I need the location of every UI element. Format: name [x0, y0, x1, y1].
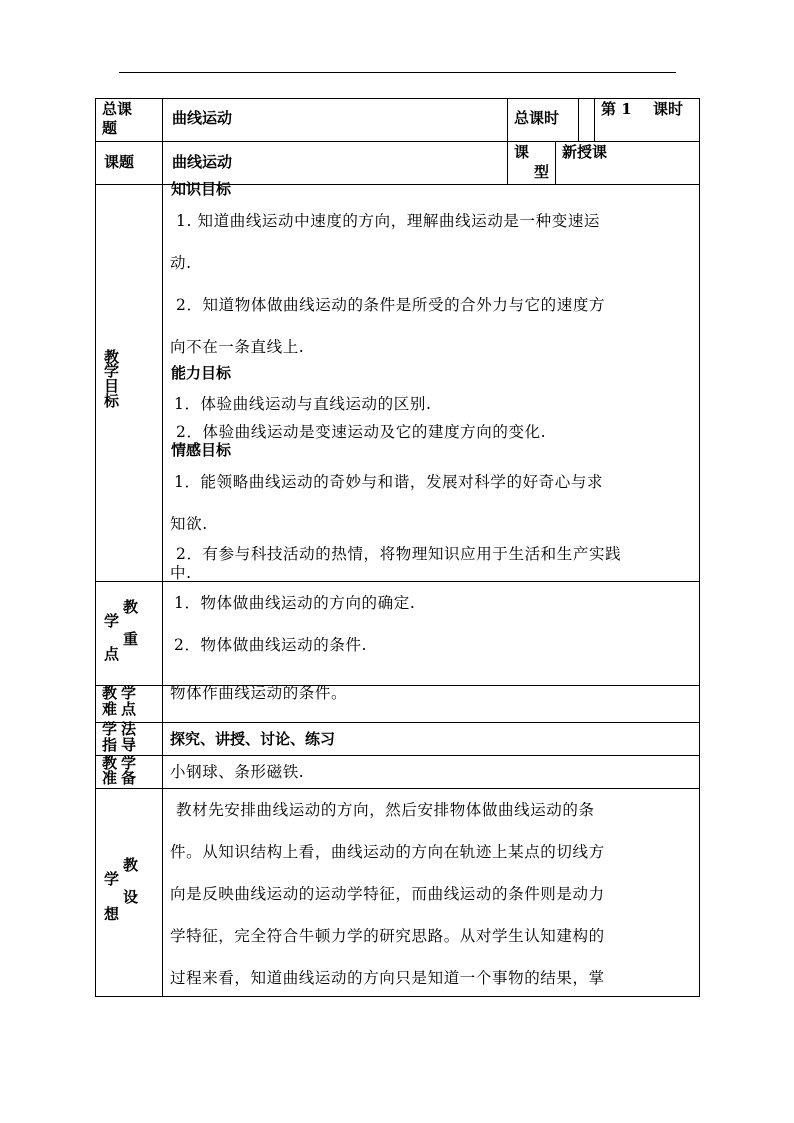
- knowledge-heading: 知识目标: [171, 180, 232, 198]
- lesson-unit: 课时: [653, 100, 684, 118]
- emotion-goal-1-line1: 1．能领略曲线运动的奇妙与和谐，发展对科学的好奇心与求: [174, 473, 604, 491]
- type-label-1: 课: [514, 143, 530, 161]
- cell-divider: [507, 141, 508, 185]
- cell-divider: [594, 98, 595, 142]
- lesson-number: 第 1: [601, 100, 632, 118]
- label-column-divider: [162, 98, 163, 997]
- emotion-goal-2-line2: 中.: [170, 564, 192, 582]
- topic-label-line1: 总课: [102, 100, 133, 118]
- key-point-1: 1．物体做曲线运动的方向的确定.: [174, 594, 416, 612]
- design-line-5: 过程来看，知道曲线运动的方向只是知道一个事物的结果，掌: [170, 969, 605, 987]
- row-divider: [95, 141, 700, 142]
- type-value: 新授课: [562, 143, 608, 161]
- topic-value: 曲线运动: [172, 109, 233, 127]
- key-point-2: 2．物体做曲线运动的条件.: [174, 636, 368, 654]
- design-line-4: 学特征，完全符合牛顿力学的研究思路。从对学生认知建构的: [170, 927, 605, 945]
- emotion-goal-2-line1: 2．有参与科技活动的热情，将物理知识应用于生活和生产实践: [176, 545, 622, 563]
- total-hours-label: 总课时: [514, 109, 560, 127]
- difficulty-text: 物体作曲线运动的条件。: [170, 684, 348, 702]
- table-border-bottom: [95, 996, 700, 997]
- cell-divider: [578, 98, 579, 142]
- type-label-2: 型: [534, 163, 550, 181]
- design-line-1: 教材先安排曲线运动的方向，然后安排物体做曲线运动的条: [176, 801, 595, 819]
- emotion-goal-1-line2: 知欲.: [170, 515, 208, 533]
- method-text: 探究、讲授、讨论、练习: [170, 730, 336, 748]
- row-divider: [95, 755, 700, 756]
- knowledge-goal-1-line2: 动.: [170, 254, 192, 272]
- knowledge-goal-2-line1: 2．知道物体做曲线运动的条件是所受的合外力与它的速度方: [176, 296, 606, 314]
- lesson-value: 曲线运动: [172, 153, 233, 171]
- table-border-right: [699, 98, 700, 997]
- cell-divider: [555, 141, 556, 185]
- ability-goal-2: 2．体验曲线运动是变速运动及它的建度方向的变化.: [176, 423, 547, 441]
- cell-divider: [507, 98, 508, 142]
- emotion-heading: 情感目标: [171, 441, 232, 459]
- design-line-2: 件。从知识结构上看，曲线运动的方向在轨迹上某点的切线方: [170, 843, 605, 861]
- table-border-top: [95, 98, 700, 99]
- prep-text: 小钢球、条形磁铁.: [170, 763, 305, 781]
- header-rule: [119, 72, 676, 73]
- row-divider: [95, 722, 700, 723]
- topic-label-line2: 题: [102, 119, 118, 137]
- ability-goal-1: 1．体验曲线运动与直线运动的区别.: [174, 395, 432, 413]
- table-border-left: [95, 98, 96, 997]
- knowledge-goal-1-line1: 1. 知道曲线运动中速度的方向，理解曲线运动是一种变速运: [176, 212, 601, 230]
- design-line-3: 向是反映曲线运动的运动学特征，而曲线运动的条件则是动力: [170, 885, 605, 903]
- knowledge-goal-2-line2: 向不在一条直线上.: [170, 338, 305, 356]
- lesson-label: 课题: [104, 153, 135, 171]
- ability-heading: 能力目标: [171, 364, 232, 382]
- row-divider: [95, 788, 700, 789]
